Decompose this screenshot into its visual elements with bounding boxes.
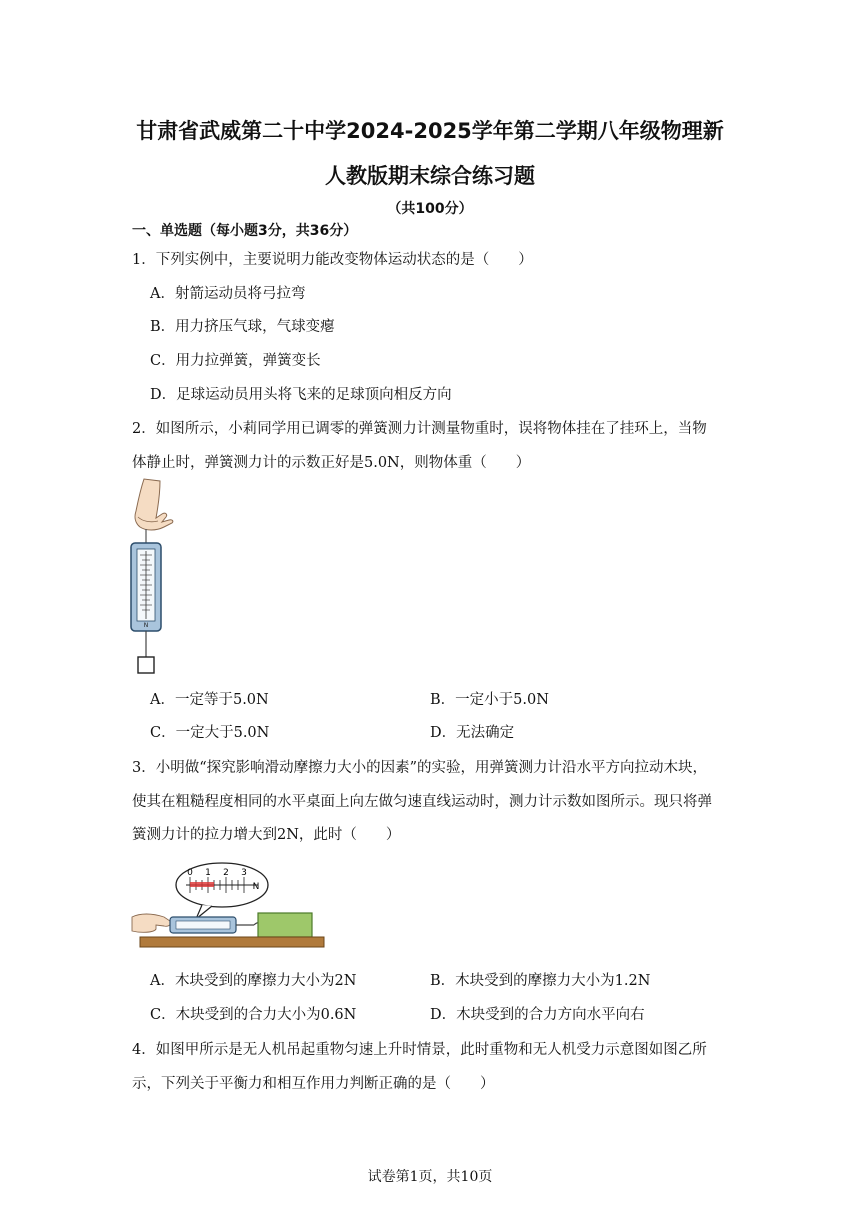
scale-tick-label: 1 — [205, 868, 211, 878]
q1-stem: 1．下列实例中，主要说明力能改变物体运动状态的是（ ） — [132, 252, 533, 268]
spring-scale-figure — [126, 477, 186, 677]
q3-option-d: D．木块受到的合力方向水平向右 — [430, 1007, 645, 1023]
q3-option-b: B．木块受到的摩擦力大小为1.2N — [430, 973, 651, 989]
scale-unit-label: N — [143, 622, 149, 629]
scale-tick-label: 2 — [223, 868, 229, 878]
q3-option-c: C．木块受到的合力大小为0.6N — [150, 1007, 357, 1023]
exam-title-line1: 甘肃省武威第二十中学2024-2025学年第二学期八年级物理新 — [136, 119, 724, 143]
q4-stem-line1: 4．如图甲所示是无人机吊起重物匀速上升时情景，此时重物和无人机受力示意图如图乙所 — [132, 1042, 707, 1058]
hanging-weight — [138, 657, 154, 673]
hand-icon — [135, 479, 173, 530]
section-heading: 一、单选题（每小题3分，共36分） — [132, 223, 358, 239]
q1-option-c: C．用力拉弹簧，弹簧变长 — [150, 353, 321, 369]
scale-tick-label: 3 — [241, 868, 247, 878]
q1-option-d: D．足球运动员用头将飞来的足球顶向相反方向 — [150, 387, 452, 403]
q2-option-b: B．一定小于5.0N — [430, 692, 549, 708]
q2-option-d: D．无法确定 — [430, 725, 515, 741]
page-footer: 试卷第1页，共10页 — [367, 1169, 493, 1185]
wooden-block — [258, 913, 312, 937]
q4-stem-line2: 示，下列关于平衡力和相互作用力判断正确的是（ ） — [132, 1076, 495, 1092]
hand-icon — [132, 914, 171, 932]
q2-stem-line2: 体静止时，弹簧测力计的示数正好是5.0N，则物体重（ ） — [132, 455, 531, 471]
table-surface — [140, 937, 324, 947]
scale-unit-label: N — [252, 882, 260, 892]
q1-option-a: A．射箭运动员将弓拉弯 — [150, 286, 306, 302]
q2-option-a: A．一定等于5.0N — [150, 692, 269, 708]
exam-title-line2: 人教版期末综合练习题 — [325, 164, 535, 188]
q2-stem-line1: 2．如图所示，小莉同学用已调零的弹簧测力计测量物重时，误将物体挂在了挂环上，当物 — [132, 421, 707, 437]
scale-tick-label: 0 — [187, 868, 193, 878]
indicator-bar — [190, 882, 214, 887]
q1-option-b: B．用力挤压气球，气球变瘪 — [150, 319, 335, 335]
q3-stem-line3: 簧测力计的拉力增大到2N，此时（ ） — [132, 827, 401, 843]
q2-option-c: C．一定大于5.0N — [150, 725, 270, 741]
q3-stem-line2: 使其在粗糙程度相同的水平桌面上向左做匀速直线运动时，测力计示数如图所示。现只将弹 — [132, 794, 712, 810]
q3-option-a: A．木块受到的摩擦力大小为2N — [150, 973, 357, 989]
q3-stem-line1: 3．小明做“探究影响滑动摩擦力大小的因素”的实验，用弹簧测力计沿水平方向拉动木块， — [132, 760, 708, 776]
total-score: （共100分） — [387, 201, 473, 217]
friction-experiment-figure — [130, 855, 330, 955]
